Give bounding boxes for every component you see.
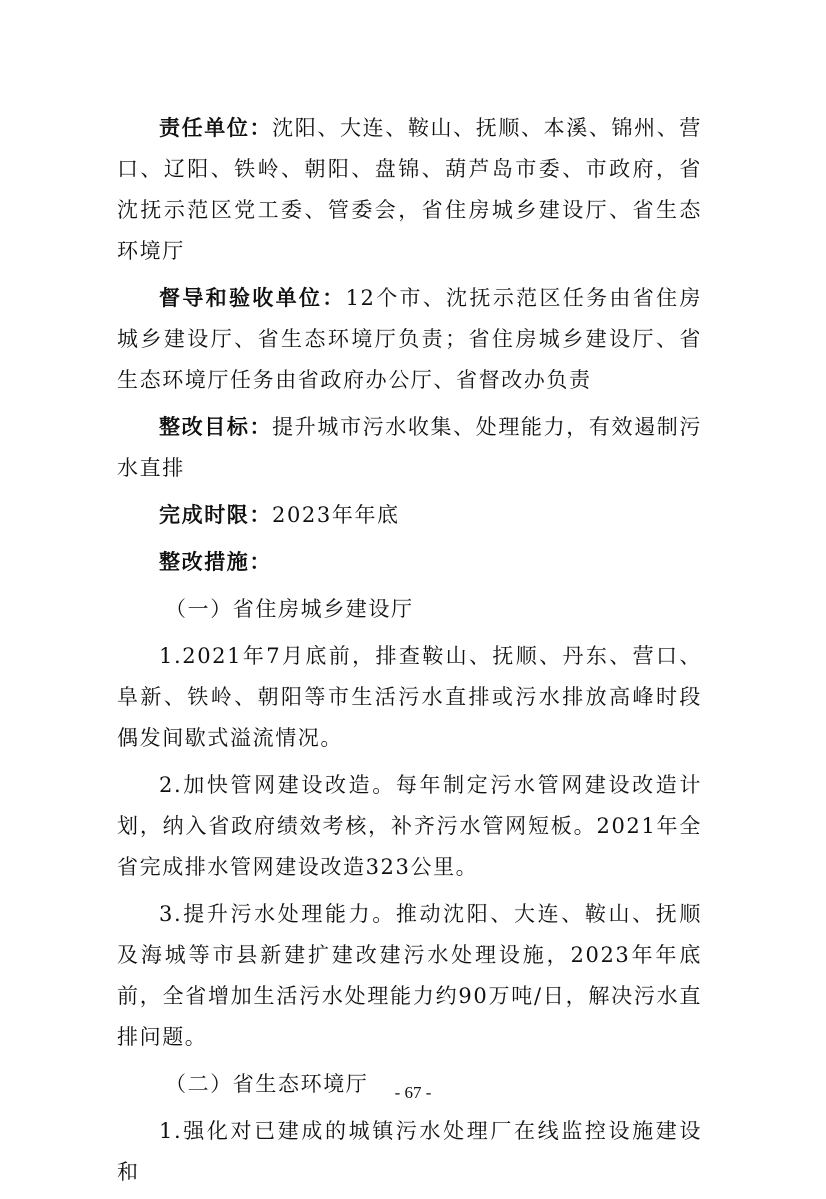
section-one-heading: （一）省住房城乡建设厅 (165, 597, 414, 621)
measures-paragraph (117, 542, 702, 583)
responsible-units-paragraph (117, 108, 702, 272)
supervision-units-paragraph (117, 278, 702, 401)
supervision-units-label: 督导和验收单位： (159, 286, 346, 310)
supervision-units-text: 12个市、沈抚示范区任务由省住房城乡建设厅、省生态环境厅负责；省住房城乡建设厅、省生态环境厅任务由省政府办公厅、省督改办负责 (117, 286, 702, 392)
rectification-goal-text: 提升城市污水收集、处理能力，有效遏制污水直排 (117, 415, 703, 480)
responsible-units-label: 责任单位： (159, 116, 273, 140)
section-two-heading: （二）省生态环境厅 (165, 1072, 369, 1096)
rectification-goal-label: 整改目标： (159, 415, 273, 439)
deadline-text: 2023年年底 (272, 503, 400, 527)
deadline-label: 完成时限： (159, 503, 272, 527)
responsible-units-text: 沈阳、大连、鞍山、抚顺、本溪、锦州、营口、辽阳、铁岭、朝阳、盘锦、葫芦岛市委、市政府，省沈抚示范区党工委、管委会，省住房城乡建设厅、省生态环境厅 (117, 116, 703, 263)
document-body (117, 108, 702, 1199)
section-one-item-1: 1.2021年7月底前，排查鞍山、抚顺、丹东、营口、阜新、铁岭、朝阳等市生活污水直排或污水排放高峰时段偶发间歇式溢流情况。 (117, 644, 702, 750)
rectification-goal-paragraph (117, 407, 702, 489)
section-one-item-2: 2.加快管网建设改造。每年制定污水管网建设改造计划，纳入省政府绩效考核，补齐污水管网短板。2021年全省完成排水管网建设改造323公里。 (117, 773, 702, 879)
section-two-item-1: 1.强化对已建成的城镇污水处理厂在线监控设施建设和 (117, 1119, 702, 1184)
page-number: - 67 - (394, 1083, 432, 1102)
deadline-paragraph (117, 495, 702, 536)
section-one-item-3: 3.提升污水处理能力。推动沈阳、大连、鞍山、抚顺及海城等市县新建扩建改建污水处理设施，2023年年底前，全省增加生活污水处理能力约90万吨/日，解决污水直排问题。 (117, 902, 702, 1049)
measures-label: 整改措施： (159, 550, 272, 574)
